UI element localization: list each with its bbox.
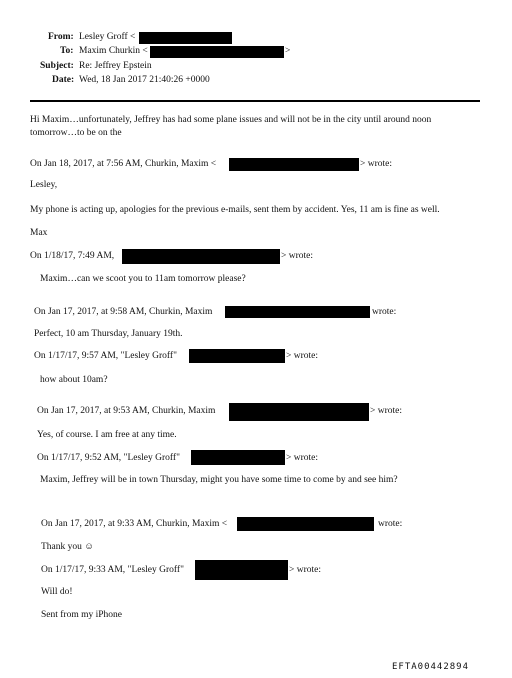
- from-label: From:: [48, 32, 74, 42]
- quote-header: On 1/17/17, 9:33 AM, "Lesley Groff": [41, 565, 184, 575]
- redaction-block: [229, 403, 369, 421]
- quote-greeting: Lesley,: [30, 180, 58, 190]
- redaction-block: [150, 46, 284, 58]
- quote-wrote: wrote:: [378, 519, 403, 529]
- quote-wrote: > wrote:: [370, 406, 403, 416]
- date-label: Date:: [52, 75, 75, 85]
- signature-line: Sent from my iPhone: [41, 610, 123, 620]
- header-divider: [30, 100, 480, 102]
- quote-signoff: Max: [30, 228, 48, 238]
- redaction-block: [237, 517, 374, 531]
- quote-wrote: wrote:: [372, 307, 397, 317]
- quote-text: My phone is acting up, apologies for the previous e-mails, sent them by accident. Yes, 11 am is fine as well.: [30, 205, 440, 215]
- quote-header: On 1/17/17, 9:57 AM, "Lesley Groff": [34, 351, 177, 361]
- subject-label: Subject:: [40, 61, 74, 71]
- document-id: EFTA00442894: [392, 662, 470, 672]
- quote-header: On Jan 18, 2017, at 7:56 AM, Churkin, Maxim <: [30, 159, 217, 169]
- redaction-block: [122, 249, 280, 264]
- quote-text: Will do!: [41, 587, 73, 597]
- quote-wrote: > wrote:: [286, 351, 319, 361]
- quote-wrote: > wrote:: [360, 159, 393, 169]
- redaction-block: [139, 32, 232, 44]
- to-label: To:: [60, 46, 74, 56]
- quote-text: Perfect, 10 am Thursday, January 19th.: [34, 329, 183, 339]
- quote-text: Yes, of course. I am free at any time.: [37, 430, 177, 440]
- intro-line-1: Hi Maxim…unfortunately, Jeffrey has had some plane issues and will not be in the city until around noon: [30, 115, 432, 125]
- quote-header: On Jan 17, 2017, at 9:58 AM, Churkin, Maxim: [34, 307, 213, 317]
- redaction-block: [191, 450, 285, 465]
- redaction-block: [189, 349, 285, 363]
- quote-text: Maxim, Jeffrey will be in town Thursday, might you have some time to come by and see him?: [40, 475, 398, 485]
- quote-wrote: > wrote:: [281, 251, 314, 261]
- quote-wrote: > wrote:: [289, 565, 322, 575]
- redaction-block: [229, 158, 359, 171]
- redaction-block: [195, 560, 288, 580]
- quote-header: On 1/18/17, 7:49 AM,: [30, 251, 115, 261]
- quote-wrote: > wrote:: [286, 453, 319, 463]
- quote-header: On 1/17/17, 9:52 AM, "Lesley Groff": [37, 453, 180, 463]
- from-value: Lesley Groff <: [79, 32, 136, 42]
- to-tail: >: [285, 46, 291, 56]
- date-value: Wed, 18 Jan 2017 21:40:26 +0000: [79, 75, 210, 85]
- quote-header: On Jan 17, 2017, at 9:53 AM, Churkin, Maxim: [37, 406, 216, 416]
- intro-line-2: tomorrow…to be on the: [30, 128, 122, 138]
- quote-header: On Jan 17, 2017, at 9:33 AM, Churkin, Maxim <: [41, 519, 228, 529]
- redaction-block: [225, 306, 370, 318]
- quote-text: how about 10am?: [40, 375, 108, 385]
- quote-text: Thank you ☺: [41, 542, 94, 552]
- quote-text: Maxim…can we scoot you to 11am tomorrow please?: [40, 274, 246, 284]
- subject-value: Re: Jeffrey Epstein: [79, 61, 152, 71]
- to-value: Maxim Churkin <: [79, 46, 148, 56]
